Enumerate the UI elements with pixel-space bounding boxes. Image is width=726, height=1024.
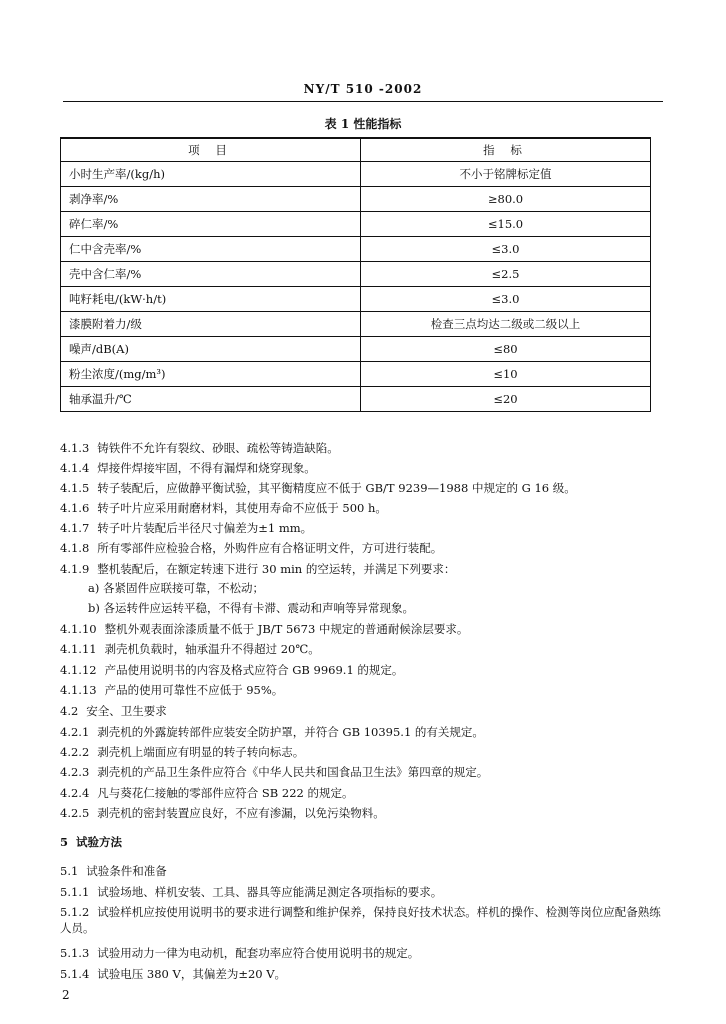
list-item: a) 各紧固件应联接可靠，不松动； xyxy=(88,581,264,595)
row-value: ≤80 xyxy=(361,336,651,361)
page-number: 2 xyxy=(62,988,70,1002)
row-item: 漆膜附着力/级 xyxy=(61,311,361,336)
paragraph: 4.2.5 剥壳机的密封装置应良好，不应有渗漏，以免污染物料。 xyxy=(60,806,385,820)
paragraph: 4.1.9 整机装配后，在额定转速下进行 30 min 的空运转，并满足下列要求： xyxy=(60,562,456,576)
table-header-row xyxy=(61,138,651,161)
subsection-heading: 5.1 试验条件和准备 xyxy=(60,864,167,878)
list-item: b) 各运转件应运转平稳，不得有卡滞、震动和声响等异常现象。 xyxy=(88,601,415,615)
table-row xyxy=(61,236,651,261)
standard-code: NY/T 510 -2002 xyxy=(303,82,423,96)
row-value: ≤3.0 xyxy=(361,286,651,311)
table-row xyxy=(61,386,651,411)
table-row xyxy=(61,186,651,211)
paragraph: 4.2.1 剥壳机的外露旋转部件应装安全防护罩，并符合 GB 10395.1 的有关规定。 xyxy=(60,725,484,739)
table-caption: 表 1 性能指标 xyxy=(324,117,402,131)
performance-table xyxy=(60,137,651,412)
header-rule xyxy=(63,101,663,102)
paragraph: 4.1.5 转子装配后，应做静平衡试验，其平衡精度应不低于 GB/T 9239—1988 中规定的 G 16 级。 xyxy=(60,481,576,495)
table-row xyxy=(61,161,651,186)
row-value: ≥80.0 xyxy=(361,186,651,211)
row-item: 小时生产率/(kg/h) xyxy=(61,161,361,186)
column-header-item: 项 目 xyxy=(61,138,361,161)
row-value: ≤10 xyxy=(361,361,651,386)
paragraph: 4.2.2 剥壳机上端面应有明显的转子转向标志。 xyxy=(60,745,305,759)
row-item: 壳中含仁率/% xyxy=(61,261,361,286)
paragraph: 4.1.13 产品的使用可靠性不应低于 95%。 xyxy=(60,683,284,697)
column-header-value: 指 标 xyxy=(361,138,651,161)
row-value: 不小于铭牌标定值 xyxy=(361,161,651,186)
row-value: ≤20 xyxy=(361,386,651,411)
row-value: ≤3.0 xyxy=(361,236,651,261)
paragraph: 4.1.11 剥壳机负载时，轴承温升不得超过 20℃。 xyxy=(60,642,320,656)
paragraph: 4.1.8 所有零部件应检验合格，外购件应有合格证明文件，方可进行装配。 xyxy=(60,541,443,555)
subsection-heading: 4.2 安全、卫生要求 xyxy=(60,704,167,718)
row-item: 仁中含壳率/% xyxy=(61,236,361,261)
row-item: 剥净率/% xyxy=(61,186,361,211)
paragraph: 4.1.12 产品使用说明书的内容及格式应符合 GB 9969.1 的规定。 xyxy=(60,663,404,677)
paragraph: 4.2.3 剥壳机的产品卫生条件应符合《中华人民共和国食品卫生法》第四章的规定。 xyxy=(60,765,489,779)
paragraph: 5.1.2 试验样机应按使用说明书的要求进行调整和维护保养，保持良好技术状态。样机的操作、检测等岗位应配备熟练人员。 xyxy=(60,905,661,935)
table-row xyxy=(61,311,651,336)
table-row xyxy=(61,211,651,236)
row-item: 粉尘浓度/(mg/m³) xyxy=(61,361,361,386)
paragraph: 5.1.4 试验电压 380 V，其偏差为±20 V。 xyxy=(60,967,287,981)
row-value: ≤15.0 xyxy=(361,211,651,236)
paragraph: 5.1.3 试验用动力一律为电动机，配套功率应符合使用说明书的规定。 xyxy=(60,946,420,960)
table-row xyxy=(61,336,651,361)
paragraph: 4.1.6 转子叶片应采用耐磨材料，其使用寿命不应低于 500 h。 xyxy=(60,501,387,515)
row-item: 轴承温升/℃ xyxy=(61,386,361,411)
paragraph: 4.1.10 整机外观表面涂漆质量不低于 JB/T 5673 中规定的普通耐候涂层要求。 xyxy=(60,622,469,636)
row-item: 吨籽耗电/(kW·h/t) xyxy=(61,286,361,311)
row-value: 检查三点均达二级或二级以上 xyxy=(361,311,651,336)
table-row xyxy=(61,261,651,286)
section-heading: 5 试验方法 xyxy=(60,835,123,849)
paragraph: 4.2.4 凡与葵花仁接触的零部件应符合 SB 222 的规定。 xyxy=(60,786,354,800)
paragraph: 5.1.1 试验场地、样机安装、工具、器具等应能满足测定各项指标的要求。 xyxy=(60,885,443,899)
paragraph: 4.1.3 铸铁件不允许有裂纹、砂眼、疏松等铸造缺陷。 xyxy=(60,441,339,455)
row-value: ≤2.5 xyxy=(361,261,651,286)
row-item: 碎仁率/% xyxy=(61,211,361,236)
table-row xyxy=(61,361,651,386)
paragraph: 4.1.7 转子叶片装配后半径尺寸偏差为±1 mm。 xyxy=(60,521,313,535)
row-item: 噪声/dB(A) xyxy=(61,336,361,361)
table-row xyxy=(61,286,651,311)
paragraph: 4.1.4 焊接件焊接牢固，不得有漏焊和烧穿现象。 xyxy=(60,461,316,475)
